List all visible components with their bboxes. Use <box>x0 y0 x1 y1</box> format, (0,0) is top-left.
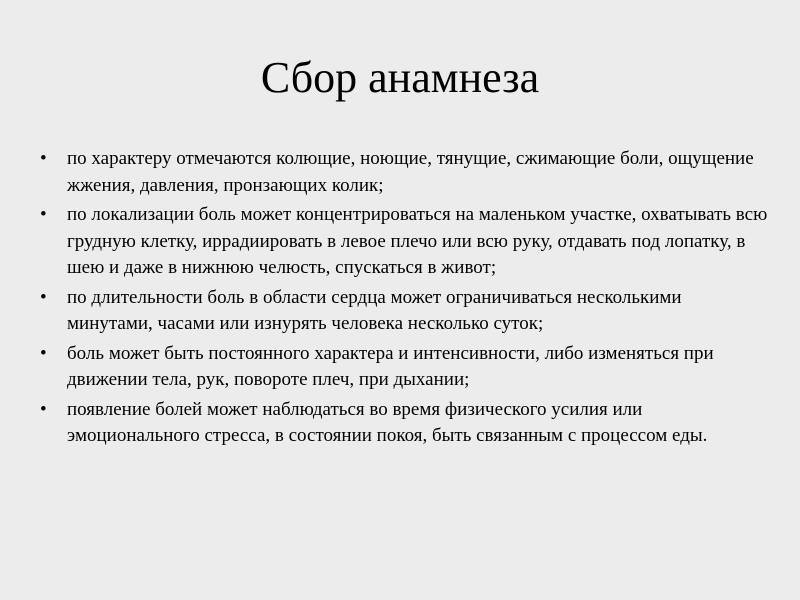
bullet-text: боль может быть постоянного характера и интенсивности, либо изменяться при движении тела, рук, повороте плеч, при дыхании; <box>67 342 714 390</box>
bullet-list <box>40 146 770 453</box>
bullet-item-2 <box>40 202 770 282</box>
bullet-text: по локализации боль может концентрироваться на маленьком участке, охватывать всю грудную клетку, иррадиировать в левое плечо или всю руку, отдавать под лопатку, в шею и даже в нижнюю челюсть, спускаться в живот; <box>67 204 768 278</box>
bullet-item-1 <box>40 146 770 199</box>
bullet-dot-icon: • <box>40 342 47 364</box>
bullet-item-3 <box>40 285 770 338</box>
bullet-text: появление болей может наблюдаться во время физического усилия или эмоционального стресса, в состоянии покоя, быть связанным с процессом еды. <box>67 398 708 446</box>
bullet-dot-icon: • <box>40 286 47 308</box>
bullet-text: по длительности боль в области сердца может ограничиваться несколькими минутами, часами или изнурять человека несколько суток; <box>67 286 682 334</box>
bullet-text: по характеру отмечаются колющие, ноющие, тянущие, сжимающие боли, ощущение жжения, давления, пронзающих колик; <box>67 148 754 196</box>
bullet-dot-icon: • <box>40 204 47 225</box>
bullet-dot-icon: • <box>40 148 47 169</box>
bullet-item-5 <box>40 397 770 450</box>
slide-title: Сбор анамнеза <box>260 53 540 102</box>
bullet-dot-icon: • <box>40 398 47 420</box>
bullet-item-4 <box>40 341 770 394</box>
